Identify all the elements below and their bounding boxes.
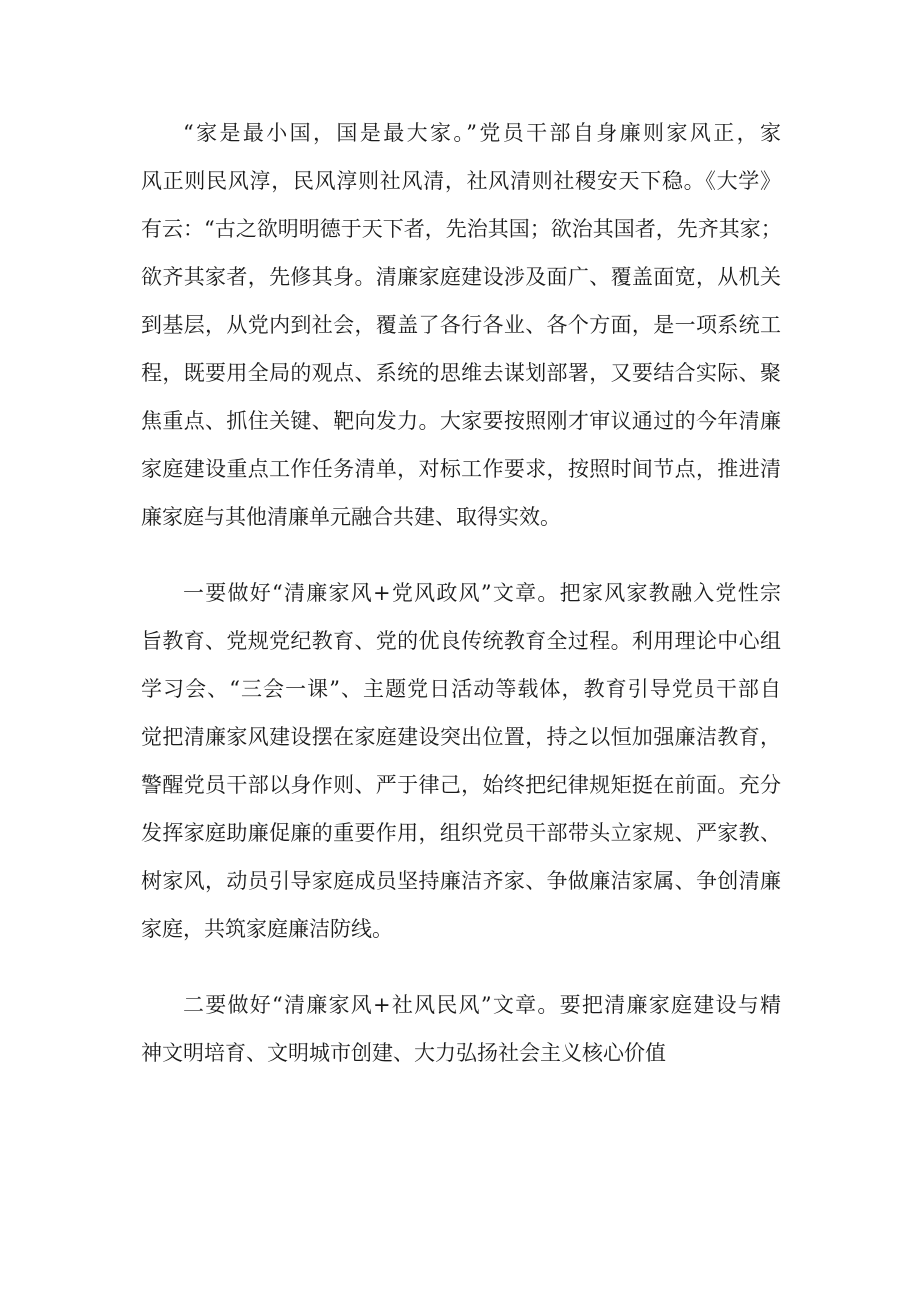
text-line: 旨教育、党规党纪教育、党的优良传统教育全过程。利用理论中心组: [141, 629, 781, 653]
text-line: 到基层，从党内到社会，覆盖了各行各业、各个方面，是一项系统工: [141, 313, 781, 337]
text-line: 有云：“古之欲明明德于天下者，先治其国；欲治其国者，先齐其家；: [141, 217, 782, 241]
text-line: 廉家庭与其他清廉单元融合共建、取得实效。: [141, 505, 561, 529]
document-body: [141, 109, 781, 1105]
text-line: 发挥家庭助廉促廉的重要作用，组织党员干部带头立家规、严家教、: [141, 821, 781, 845]
text-line: 家庭，共筑家庭廉洁防线。: [141, 917, 393, 941]
text-line: 树家风，动员引导家庭成员坚持廉洁齐家、争做廉洁家属、争创清廉: [141, 869, 781, 893]
paragraph-section-two: [141, 981, 781, 1077]
text-line: 觉把清廉家风建设摆在家庭建设突出位置，持之以恒加强廉洁教育，: [141, 725, 781, 749]
text-line: 学习会、“三会一课”、主题党日活动等载体，教育引导党员干部自: [141, 677, 781, 701]
text-line: 家庭建设重点工作任务清单，对标工作要求，按照时间节点，推进清: [141, 457, 781, 481]
text-line: 程，既要用全局的观点、系统的思维去谋划部署，又要结合实际、聚: [141, 361, 781, 385]
text-line: 欲齐其家者，先修其身。清廉家庭建设涉及面广、覆盖面宽，从机关: [141, 265, 781, 289]
text-line: 风正则民风淳，民风淳则社风清，社风清则社稷安天下稳。《大学》: [141, 169, 781, 193]
paragraph-intro: [141, 109, 781, 541]
text-line: 神文明培育、文明城市创建、大力弘扬社会主义核心价值: [141, 1041, 666, 1065]
paragraph-section-one: [141, 569, 781, 953]
text-line: 二要做好“清廉家风+社风民风”文章。要把清廉家庭建设与精: [183, 993, 781, 1017]
text-line: 警醒党员干部以身作则、严于律己，始终把纪律规矩挺在前面。充分: [141, 773, 781, 797]
text-line: 一要做好“清廉家风+党风政风”文章。把家风家教融入党性宗: [183, 581, 781, 605]
text-line: 焦重点、抓住关键、靶向发力。大家要按照刚才审议通过的今年清廉: [141, 409, 781, 433]
text-line: “家是最小国，国是最大家。”党员干部自身廉则家风正，家: [183, 121, 781, 145]
